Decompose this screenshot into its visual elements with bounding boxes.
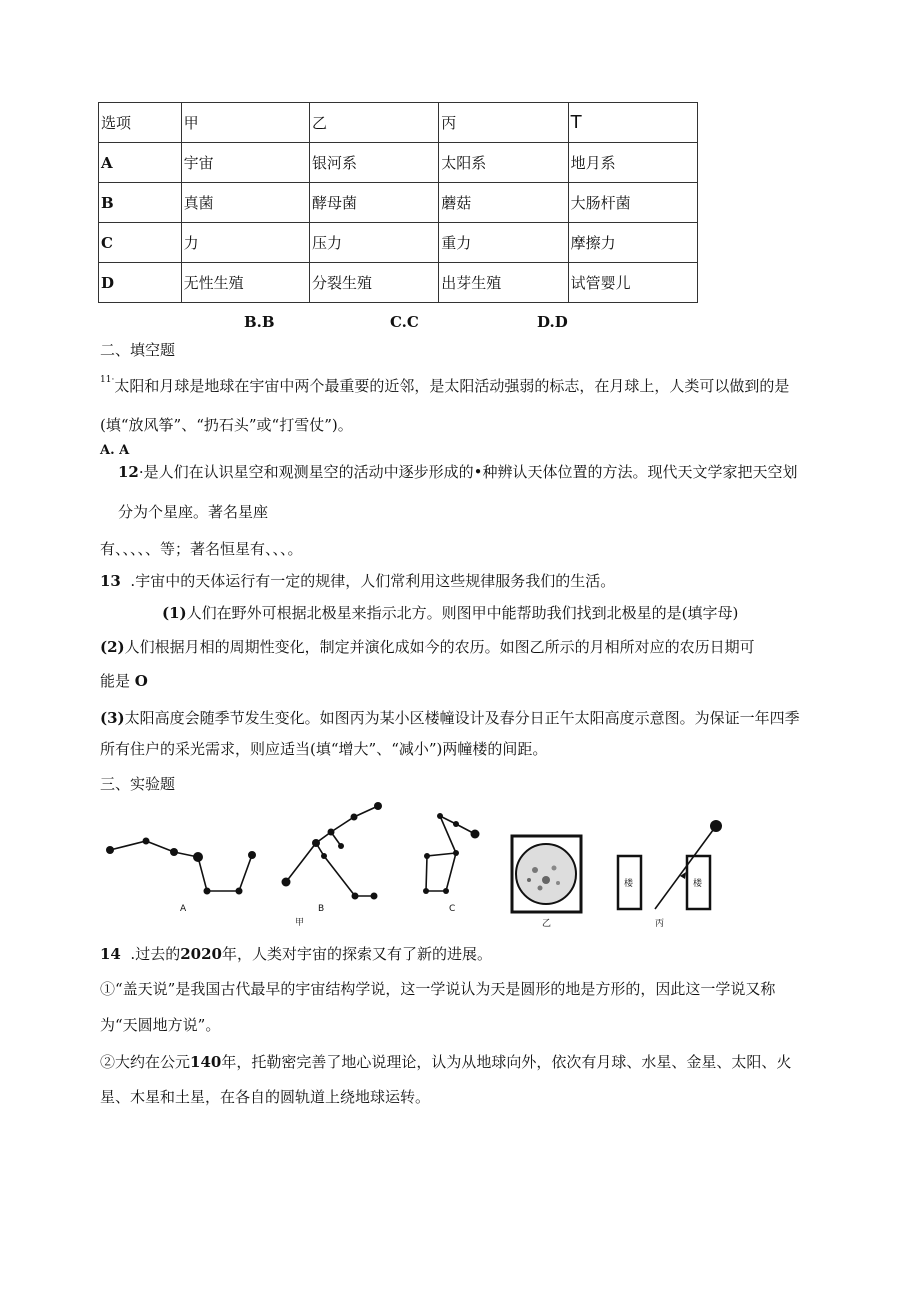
question-11-answer: A. A <box>100 443 130 458</box>
part-text: 人们在野外可根据北极星来指示北方。则图甲中能帮助我们找到北极星的是(填字母) <box>186 604 739 622</box>
options-table <box>98 102 698 303</box>
part-number: (2) <box>100 638 125 656</box>
question-13-part2-line2 <box>100 670 148 691</box>
section-title-experiment: 三、实验题 <box>100 775 176 793</box>
table-header-row <box>99 103 698 143</box>
table-cell: 力 <box>181 223 309 263</box>
part-text: 太阳高度会随季节发生变化。如图丙为某小区楼幢设计及春分日正午太阳高度示意图。为保证一年四季 <box>124 709 800 727</box>
building-label: 楼 <box>693 879 703 889</box>
table-cell: 无性生殖 <box>181 263 309 303</box>
table-cell: C <box>99 223 182 263</box>
table-row <box>99 143 698 183</box>
part-end: O <box>134 672 148 690</box>
question-13 <box>100 570 615 591</box>
question-13-part3 <box>100 707 800 728</box>
table-row <box>99 183 698 223</box>
table-cell: 太阳系 <box>439 143 568 183</box>
label-bing: 丙 <box>655 919 665 929</box>
question-12 <box>118 461 798 482</box>
label-b: B <box>318 904 325 914</box>
question-12-line2: 分为个星座。著名星座 <box>118 503 269 521</box>
sun-height-figure <box>618 820 722 929</box>
question-text: 太阳和月球是地球在宇宙中两个最重要的近邻，是太阳活动强弱的标志，在月球上，人类可以做到的是 <box>114 377 790 395</box>
question-13-part1 <box>162 602 738 623</box>
table-cell: 重力 <box>439 223 568 263</box>
label-c: C <box>449 904 456 914</box>
label-a: A <box>180 904 187 914</box>
question-13-part2 <box>100 636 755 657</box>
table-cell: 蘑菇 <box>439 183 568 223</box>
part-number: (3) <box>100 709 125 727</box>
table-cell: A <box>99 143 182 183</box>
item-2-line1 <box>100 1051 791 1072</box>
question-number: 12 <box>118 463 139 481</box>
question-11-line2: (填“放风筝”、“扔石头”或“打雪仗”)。 <box>100 416 353 434</box>
table-cell: T <box>568 103 697 143</box>
item-text: ②大约在公元 <box>100 1053 191 1071</box>
table-cell: 试管婴儿 <box>568 263 697 303</box>
question-14 <box>100 943 492 964</box>
item-1-line2: 为“天圆地方说”。 <box>100 1016 221 1034</box>
part-text: 人们根据月相的周期性变化，制定并演化成如今的农历。如图乙所示的月相所对应的农历日期可 <box>124 638 755 656</box>
answer-option-b: B.B <box>244 313 275 331</box>
table-row <box>99 263 698 303</box>
question-text: 年，人类对宇宙的探索又有了新的进展。 <box>221 945 492 963</box>
question-text: .宇宙中的天体运行有一定的规律，人们常利用这些规律服务我们的生活。 <box>130 572 616 590</box>
question-text: .过去的 <box>130 945 181 963</box>
label-jia: 甲 <box>295 918 305 928</box>
item-text: 年，托勒密完善了地心说理论，认为从地球向外，依次有月球、水星、金星、太阳、火 <box>221 1053 792 1071</box>
question-12-line3: 有、、、、、等；著名恒星有、、、。 <box>100 540 303 558</box>
question-number: 14 <box>100 945 121 963</box>
table-cell: 真菌 <box>181 183 309 223</box>
part-text: 能是 <box>100 672 131 690</box>
part-number: (1) <box>162 604 187 622</box>
item-2-line2: 星、木星和土星，在各自的圆轨道上绕地球运转。 <box>100 1088 431 1106</box>
table-cell: 出芽生殖 <box>439 263 568 303</box>
constellation-b <box>282 802 383 928</box>
table-cell: 甲 <box>181 103 309 143</box>
table-cell: 大肠杆菌 <box>568 183 697 223</box>
year: 2020 <box>180 945 222 963</box>
question-number: 13 <box>100 572 121 590</box>
table-cell: 乙 <box>309 103 438 143</box>
table-cell: 分裂生殖 <box>309 263 438 303</box>
year: 140 <box>190 1053 222 1071</box>
table-row <box>99 223 698 263</box>
table-cell: 摩擦力 <box>568 223 697 263</box>
section-title-fill-blank: 二、填空题 <box>100 341 176 359</box>
table-cell: 宇宙 <box>181 143 309 183</box>
answer-option-d: D.D <box>537 313 568 331</box>
table-cell: 地月系 <box>568 143 697 183</box>
item-1-line1: ①“盖天说”是我国古代最早的宇宙结构学说，这一学说认为天是圆形的地是方形的，因此这一学说又称 <box>100 980 776 998</box>
table-cell: 银河系 <box>309 143 438 183</box>
table-cell: B <box>99 183 182 223</box>
question-13-part3-line2: 所有住户的采光需求，则应适当(填“增大”、“减小”)两幢楼的间距。 <box>100 740 548 758</box>
table-cell: 选项 <box>99 103 182 143</box>
question-text: ·是人们在认识星空和观测星空的活动中逐步形成的•种辨认天体位置的方法。现代天文学家把天空划 <box>138 463 798 481</box>
moon-phase-figure <box>512 836 581 929</box>
figure-jia-yi-bing <box>95 798 735 930</box>
table-cell: D <box>99 263 182 303</box>
building-label: 楼 <box>624 879 634 889</box>
question-11 <box>100 375 789 396</box>
constellation-c <box>423 813 480 914</box>
table-cell: 压力 <box>309 223 438 263</box>
answer-option-c: C.C <box>390 313 419 331</box>
question-number: 11· <box>100 375 115 385</box>
table-cell: 酵母菌 <box>309 183 438 223</box>
label-yi: 乙 <box>542 919 552 929</box>
constellation-a <box>106 838 256 915</box>
table-cell: 丙 <box>439 103 568 143</box>
